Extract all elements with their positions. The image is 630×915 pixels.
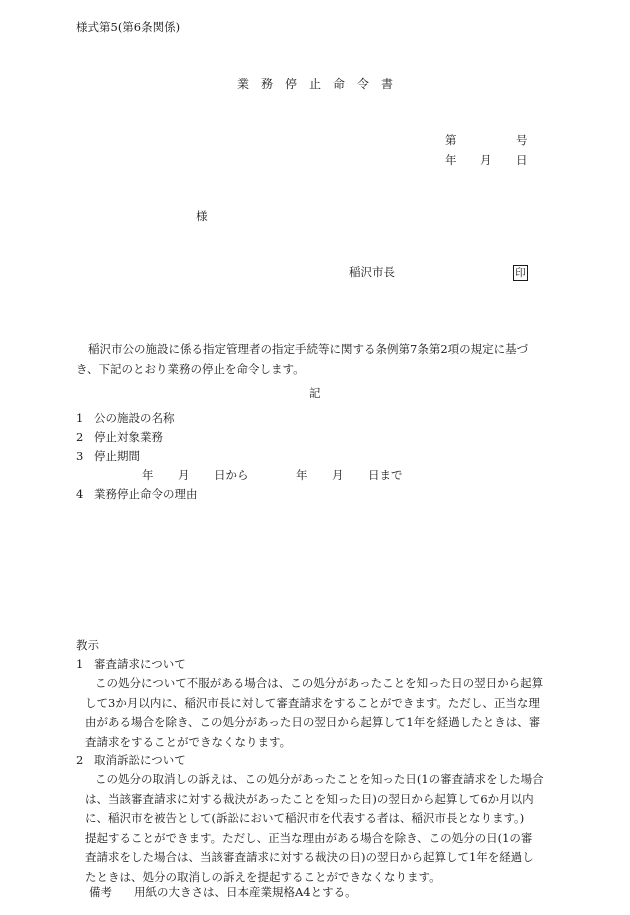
notice-1-title: 審査請求について	[94, 657, 186, 671]
doc-date-month: 月	[480, 153, 492, 167]
item-2-label: 停止対象業務	[94, 430, 163, 444]
doc-number-prefix: 第	[445, 133, 457, 147]
notice-1-line-1: この処分について不服がある場合は、この処分があったことを知った日の翌日から起算	[95, 676, 544, 690]
period-to-month: 月	[332, 468, 344, 482]
item-3-label: 停止期間	[94, 449, 140, 463]
form-label: 様式第5(第6条関係)	[76, 20, 181, 34]
remark-text: 用紙の大きさは、日本産業規格A4とする。	[134, 885, 357, 899]
notice-2-line-4: 提起することができます。ただし、正当な理由がある場合を除き、この処分の日(1の審	[85, 830, 533, 845]
period-from-day: 日から	[214, 468, 249, 482]
notice-1-number: 1	[76, 657, 84, 671]
period-to-year: 年	[296, 468, 308, 482]
item-4-number: 4	[76, 487, 84, 501]
period-to-day: 日まで	[368, 468, 403, 482]
body-line-2: き、下記のとおり業務の停止を命令します。	[76, 361, 305, 376]
item-1-label: 公の施設の名称	[94, 411, 175, 425]
item-1-number: 1	[76, 411, 84, 425]
body-line-1: 稲沢市公の施設に係る指定管理者の指定手続等に関する条例第7条第2項の規定に基づ	[88, 342, 529, 356]
doc-number-suffix: 号	[516, 133, 528, 147]
issuer-name: 稲沢市長	[349, 265, 395, 279]
doc-date-day: 日	[516, 153, 528, 167]
notice-2-title: 取消訴訟について	[94, 753, 186, 767]
notice-heading: 教示	[76, 638, 99, 652]
seal-mark: 印	[513, 265, 528, 281]
item-4-label: 業務停止命令の理由	[94, 487, 198, 501]
item-3-number: 3	[76, 449, 84, 463]
notice-1-line-3: 由がある場合を除き、この処分があった日の翌日から起算して1年を経過したときは、審	[85, 715, 541, 729]
notice-1-line-2: して3か月以内に、稲沢市長に対して審査請求をすることができます。ただし、正当な理	[85, 695, 540, 710]
notice-2-line-2: は、当該審査請求に対する裁決があったことを知った日)の翌日から起算して6か月以内	[85, 791, 534, 806]
period-from-year: 年	[142, 468, 154, 482]
period-from-month: 月	[178, 468, 190, 482]
notice-2-line-1: この処分の取消しの訴えは、この処分があったことを知った日(1の審査請求をした場合	[95, 772, 544, 786]
issuer-seal	[513, 265, 528, 281]
doc-date-year: 年	[445, 153, 457, 167]
remark-label: 備考	[89, 885, 112, 899]
notice-1-line-4: 査請求をすることができなくなります。	[85, 734, 292, 749]
notice-1-body	[85, 674, 543, 752]
addressee-suffix: 様	[196, 209, 208, 223]
body-paragraph	[76, 340, 528, 379]
ki-marker: 記	[309, 386, 321, 400]
notice-2-line-5: 査請求をした場合は、当該審査請求に対する裁決の日)の翌日から起算して1年を経過し	[85, 850, 534, 864]
notice-2-line-6: たときは、処分の取消しの訴えを提起することができなくなります。	[85, 869, 441, 884]
notice-2-line-3: に、稲沢市を被告として(訴訟において稲沢市を代表する者は、稲沢市長となります。)	[85, 811, 525, 825]
document-title: 業務停止命令書	[237, 77, 406, 91]
notice-2-number: 2	[76, 753, 84, 767]
notice-2-body	[85, 770, 544, 887]
item-2-number: 2	[76, 430, 84, 444]
